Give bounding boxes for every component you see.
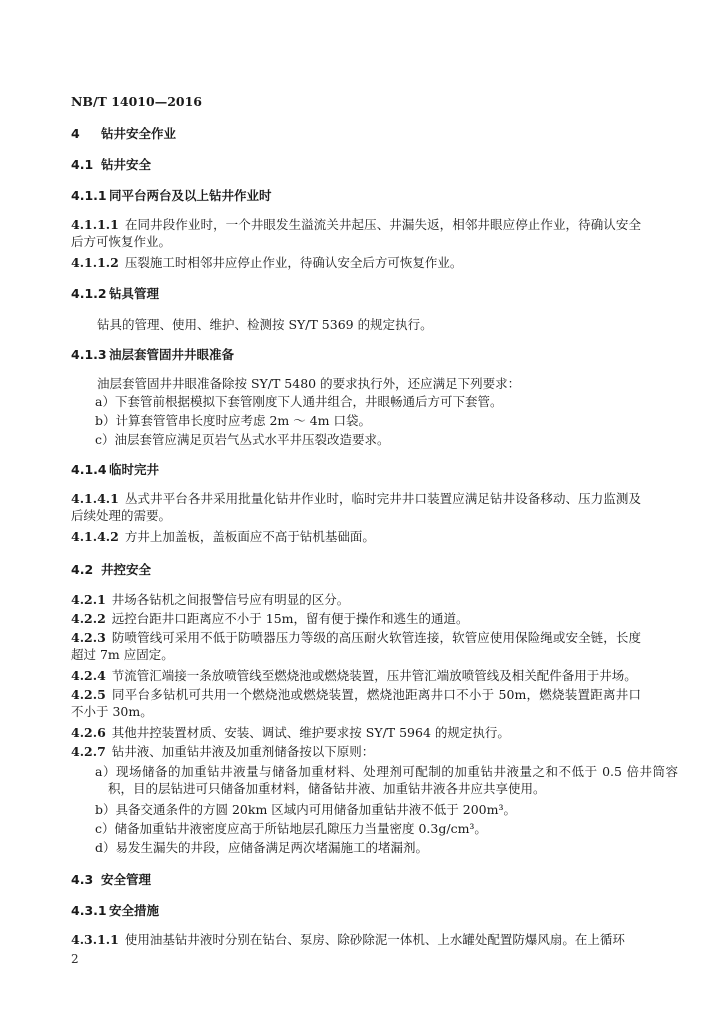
section-number: 4.1.4 <box>71 462 107 477</box>
section-title: 钻井安全 <box>101 157 152 172</box>
clause-4-2-3 <box>71 629 641 663</box>
list-item: c）油层套管应满足页岩气丛式水平井压裂改造要求。 <box>95 432 390 447</box>
clause-number: 4.3.1.1 <box>71 932 119 947</box>
section-title: 安全措施 <box>109 903 160 918</box>
clause-text: 压裂施工时相邻井应停止作业，待确认安全后方可恢复作业。 <box>124 255 463 270</box>
section-title: 钻具管理 <box>109 286 160 301</box>
section-4-1-4-heading <box>71 461 641 478</box>
section-title: 井控安全 <box>101 562 152 577</box>
section-number: 4 <box>71 126 80 141</box>
section-title: 临时完井 <box>109 462 160 477</box>
clause-4-1-1-1 <box>71 216 641 250</box>
paragraph-4-1-2: 钻具的管理、使用、维护、检测按 SY/T 5369 的规定执行。 <box>97 317 433 332</box>
clause-number: 4.2.4 <box>71 668 106 683</box>
clause-4-2-1 <box>71 591 641 608</box>
list-item: c）储备加重钻井液密度应高于所钻地层孔隙压力当量密度 0.3g/cm³。 <box>95 821 487 836</box>
section-number: 4.1 <box>71 157 94 172</box>
section-4-1-1-heading <box>71 187 641 204</box>
clause-4-2-2 <box>71 610 641 627</box>
section-4-1-2-heading <box>71 285 641 302</box>
clause-4-1-1-2 <box>71 254 641 271</box>
clause-number: 4.1.4.1 <box>71 491 119 506</box>
clause-number: 4.2.7 <box>71 744 106 759</box>
clause-text: 丛式井平台各井采用批量化钻井作业时，临时完井井口装置应满足钻井设备移动、压力监测及后续处理的需要。 <box>71 491 641 523</box>
clause-number: 4.2.5 <box>71 687 106 702</box>
section-number: 4.1.1 <box>71 188 107 203</box>
page-number: 2 <box>71 952 79 966</box>
section-4-1-heading <box>71 156 641 173</box>
section-4-3-heading <box>71 871 641 888</box>
clause-number: 4.1.1.2 <box>71 255 119 270</box>
clause-number: 4.1.4.2 <box>71 529 119 544</box>
clause-text: 其他井控装置材质、安装、调试、维护要求按 SY/T 5964 的规定执行。 <box>111 725 510 740</box>
clause-text: 使用油基钻井液时分别在钻台、泵房、除砂除泥一体机、上水罐处配置防爆风扇。在上循环 <box>124 932 625 947</box>
clause-text: 远控台距井口距离应不小于 15m，留有便于操作和逃生的通道。 <box>111 611 469 626</box>
section-number: 4.3.1 <box>71 903 107 918</box>
section-title: 钻井安全作业 <box>101 126 177 141</box>
clause-text: 钻井液、加重钻井液及加重剂储备按以下原则： <box>111 744 375 759</box>
clause-text: 方井上加盖板，盖板面应不高于钻机基础面。 <box>124 529 375 544</box>
clause-4-3-1-1 <box>71 931 641 948</box>
section-title: 油层套管固井井眼准备 <box>109 347 235 362</box>
clause-number: 4.1.1.1 <box>71 217 119 232</box>
clause-text: 同平台多钻机可共用一个燃烧池或燃烧装置，燃烧池距离井口不小于 50m，燃烧装置距离井口不小于 30m。 <box>71 687 641 719</box>
clause-4-1-4-1 <box>71 490 641 524</box>
standard-header: NB/T 14010—2016 <box>71 94 202 109</box>
clause-4-2-5 <box>71 686 641 720</box>
clause-text: 井场各钻机之间报警信号应有明显的区分。 <box>111 592 350 607</box>
section-4-2-heading <box>71 561 641 578</box>
clause-number: 4.2.1 <box>71 592 106 607</box>
section-number: 4.3 <box>71 872 94 887</box>
section-number: 4.1.3 <box>71 347 107 362</box>
list-item: a）现场储备的加重钻井液量与储备加重材料、处理剂可配制的加重钻井液量之和不低于 0.5 倍井筒容积，目的层钻进可只储备加重材料，储备钻井液、加重钻井液各井应共享使用。 <box>95 764 678 796</box>
clause-4-1-4-2 <box>71 528 641 545</box>
clause-text: 防喷管线可采用不低于防喷器压力等级的高压耐火软管连接，软管应使用保险绳或安全链，长度超过 7m 应固定。 <box>71 630 641 662</box>
clause-4-2-4 <box>71 667 641 684</box>
clause-4-2-6 <box>71 724 641 741</box>
clause-4-2-7 <box>71 743 641 760</box>
paragraph-4-1-3: 油层套管固井井眼准备除按 SY/T 5480 的要求执行外，还应满足下列要求： <box>97 376 521 391</box>
section-number: 4.2 <box>71 562 94 577</box>
clause-text: 在同井段作业时，一个井眼发生溢流关井起压、井漏失返，相邻井眼应停止作业，待确认安全后方可恢复作业。 <box>71 217 641 249</box>
section-4-heading <box>71 125 641 142</box>
list-item: d）易发生漏失的井段，应储备满足两次堵漏施工的堵漏剂。 <box>95 840 429 855</box>
section-title: 同平台两台及以上钻井作业时 <box>109 188 272 203</box>
section-4-1-3-heading <box>71 346 641 363</box>
section-title: 安全管理 <box>101 872 152 887</box>
clause-number: 4.2.3 <box>71 630 106 645</box>
section-number: 4.1.2 <box>71 286 107 301</box>
clause-text: 节流管汇端接一条放喷管线至燃烧池或燃烧装置，压井管汇端放喷管线及相关配件备用于井场。 <box>111 668 637 683</box>
list-item: b）具备交通条件的方圆 20km 区域内可用储备加重钻井液不低于 200m³。 <box>95 802 516 817</box>
clause-number: 4.2.2 <box>71 611 106 626</box>
section-4-3-1-heading <box>71 902 641 919</box>
list-item: b）计算套管管串长度时应考虑 2m ～ 4m 口袋。 <box>95 413 372 428</box>
clause-number: 4.2.6 <box>71 725 106 740</box>
list-item: a）下套管前根据模拟下套管刚度下人通井组合，井眼畅通后方可下套管。 <box>95 394 503 409</box>
